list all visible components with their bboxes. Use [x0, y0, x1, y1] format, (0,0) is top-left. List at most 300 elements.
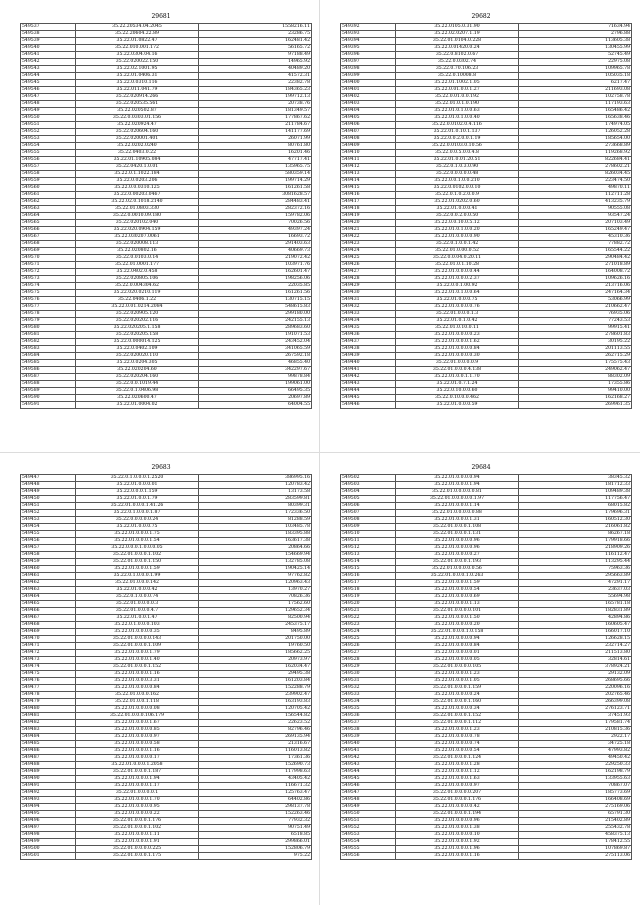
table-row	[21, 297, 312, 304]
record-id-cell: 549476	[21, 678, 76, 685]
amount-cell: 216061.82	[519, 524, 632, 531]
amount-cell: 77932.32	[199, 818, 312, 825]
amount-cell: 29495.38	[199, 671, 312, 678]
record-id-cell: 549538	[341, 727, 396, 734]
amount-cell: 141177.69	[199, 129, 312, 136]
record-id-cell: 549488	[21, 762, 76, 769]
record-id-cell: 549518	[341, 587, 396, 594]
code-cell: 35.22.01.0.0.0.75	[76, 524, 199, 531]
amount-cell: 132785.08	[199, 559, 312, 566]
record-id-cell: 549449	[21, 489, 76, 496]
amount-cell: 2922.17	[519, 734, 632, 741]
record-id-cell: 549534	[341, 699, 396, 706]
table-row	[341, 143, 632, 150]
code-cell: 35.22.0.0.04.0.20.11	[396, 255, 519, 262]
table-row	[341, 720, 632, 727]
table-row	[21, 538, 312, 545]
record-id-cell: 549475	[21, 671, 76, 678]
table-row	[341, 517, 632, 524]
code-cell: 35.22.01.0.0.0.1.31	[396, 517, 519, 524]
amount-cell: 299180.00	[199, 311, 312, 318]
table-row	[341, 706, 632, 713]
amount-cell: 40669.73	[199, 248, 312, 255]
quadrant-title: 29681	[151, 13, 171, 20]
code-cell: 35.22.01.0.0.0.0.105	[396, 664, 519, 671]
code-cell: 35.22.01.0.0.0.1.131	[396, 531, 519, 538]
record-id-cell: 549578	[21, 311, 76, 318]
record-id-cell: 549527	[341, 650, 396, 657]
code-cell: 35.22.01.0.0.0.0.42	[396, 804, 519, 811]
table-row	[341, 804, 632, 811]
table-row	[21, 367, 312, 374]
table-row	[21, 825, 312, 832]
code-cell: 35.22.020001.401	[76, 136, 199, 143]
amount-cell: 77882.72	[519, 241, 632, 248]
amount-cell: 284483.41	[199, 199, 312, 206]
table-row	[341, 531, 632, 538]
code-cell: 35.22.0.01.0.0.1.27	[396, 87, 519, 94]
amount-cell: 66495.35	[199, 388, 312, 395]
table-row	[21, 720, 312, 727]
quadrant-top-right	[340, 13, 630, 409]
code-cell: 35.22.01.0.1.0.0.64	[396, 290, 519, 297]
code-cell: 35.22.01.0.0.0.142	[76, 580, 199, 587]
record-id-cell: 549446	[341, 402, 396, 409]
table-row	[341, 332, 632, 339]
amount-cell: 162168.27	[519, 395, 632, 402]
code-cell: 35.22.01.0.0.0.0.84	[396, 346, 519, 353]
table-row	[341, 594, 632, 601]
table-row	[341, 353, 632, 360]
record-id-cell: 549556	[341, 853, 396, 860]
table-row	[341, 797, 632, 804]
amount-cell: 198256.06	[199, 276, 312, 283]
code-cell: 35.22.01.0.0.1.1.70	[396, 374, 519, 381]
amount-cell: 103485.78	[199, 524, 312, 531]
amount-cell: 56165.72	[199, 45, 312, 52]
amount-cell: 82796.46	[199, 727, 312, 734]
code-cell: 35.22.020102.040	[76, 220, 199, 227]
amount-cell: 120705.42	[199, 706, 312, 713]
code-cell: 35.22.01.0.0.1.47	[76, 615, 199, 622]
amount-cell: 105035.18	[519, 73, 632, 80]
table-row	[21, 136, 312, 143]
record-id-cell: 549537	[341, 720, 396, 727]
code-cell: 35.22.0.00203.0467	[76, 192, 199, 199]
amount-cell: 19760.50	[199, 643, 312, 650]
amount-cell: 239902.47	[199, 692, 312, 699]
code-cell: 35.22.01.0.01.20.51	[396, 157, 519, 164]
amount-cell: 201113.55	[519, 346, 632, 353]
code-cell: 35.22.01.0.0.0.162	[76, 692, 199, 699]
amount-cell: 165486.42	[519, 108, 632, 115]
code-cell: 35.22.01.0.0.0.0.94	[396, 475, 519, 482]
code-cell: 35.22.01.0.0.0.1.0.263	[396, 573, 519, 580]
code-cell: 35.22.01.0803.330	[76, 206, 199, 213]
amount-cell: 154669.94	[199, 552, 312, 559]
amount-cell: 133955.63	[519, 776, 632, 783]
amount-cell: 116671.32	[199, 783, 312, 790]
code-cell: 35.22.0.10.0.0.60	[396, 388, 519, 395]
record-id-cell: 549406	[341, 122, 396, 129]
amount-cell: 162481.42	[199, 38, 312, 45]
table-row	[21, 227, 312, 234]
code-cell: 35.22.01.0.0.0.0.22	[76, 811, 199, 818]
table-row	[341, 80, 632, 87]
table-row	[21, 374, 312, 381]
table-row	[21, 783, 312, 790]
amount-cell: 70026.56	[199, 220, 312, 227]
table-row	[21, 846, 312, 853]
table-row	[21, 311, 312, 318]
record-id-cell: 549495	[21, 811, 76, 818]
record-id-cell: 549586	[21, 367, 76, 374]
code-cell: 35.22.01.0.0.0.0.84	[76, 685, 199, 692]
record-id-cell: 549420	[341, 220, 396, 227]
table-row	[341, 24, 632, 31]
record-id-cell: 549526	[341, 643, 396, 650]
table-row	[21, 353, 312, 360]
table-row	[21, 629, 312, 636]
code-cell: 35.22.01.0.0.0.1.150	[76, 559, 199, 566]
table-row	[21, 748, 312, 755]
table-row	[21, 510, 312, 517]
amount-cell: 242155.13	[199, 318, 312, 325]
amount-cell: 47291.17	[519, 580, 632, 587]
code-cell: 35.22.01.10905.084	[76, 157, 199, 164]
table-row	[21, 164, 312, 171]
record-id-cell: 549528	[341, 657, 396, 664]
amount-cell: 175575.43	[519, 360, 632, 367]
table-row	[341, 87, 632, 94]
code-cell: 35.22.01.0.0.0.0.69	[396, 594, 519, 601]
table-row	[21, 839, 312, 846]
amount-cell: 185654.00	[519, 136, 632, 143]
code-cell: 35.22.0.10.0.0.462	[396, 395, 519, 402]
amount-cell: 45310.36	[519, 234, 632, 241]
table-row	[341, 45, 632, 52]
table-row	[341, 122, 632, 129]
amount-cell: 211513.80	[519, 650, 632, 657]
table-row	[341, 297, 632, 304]
record-id-cell: 549460	[21, 566, 76, 573]
quadrant-top-left	[20, 13, 310, 409]
code-cell: 35.22.01.0.1.0.42	[396, 318, 519, 325]
code-cell: 35.22.0202.0240	[76, 143, 199, 150]
record-id-cell: 549576	[21, 297, 76, 304]
table-row	[341, 262, 632, 269]
record-id-cell: 549447	[21, 475, 76, 482]
record-id-cell: 549567	[21, 234, 76, 241]
code-cell: 35.22.01.0.0.0.41	[396, 206, 519, 213]
code-cell: 35.22.01.0.0.0.0.78	[396, 734, 519, 741]
code-cell: 35.22.02.0207.1.19	[396, 31, 519, 38]
table-row	[21, 762, 312, 769]
amount-cell: 290484.42	[519, 255, 632, 262]
quadrant-title: 29683	[151, 464, 171, 471]
code-cell: 35.22.0.004304.62	[76, 283, 199, 290]
code-cell: 35.22.01.0.0.0.0.34	[396, 706, 519, 713]
code-cell: 35.22.01.0.0.0.75	[396, 297, 519, 304]
record-id-cell: 549531	[341, 678, 396, 685]
code-cell: 35.22.01.0.0.0.1.23	[396, 671, 519, 678]
record-id-cell: 549551	[21, 122, 76, 129]
table-row	[341, 199, 632, 206]
table-row	[341, 601, 632, 608]
table-row	[341, 374, 632, 381]
record-id-cell: 549554	[341, 839, 396, 846]
record-id-cell: 549409	[341, 143, 396, 150]
code-cell: 35.22.0.0103.0.10.56	[396, 143, 519, 150]
table-row	[341, 608, 632, 615]
record-id-cell: 549560	[21, 185, 76, 192]
code-cell: 35.22.01.0.0.0.0.94	[396, 636, 519, 643]
record-id-cell: 549506	[341, 503, 396, 510]
code-cell: 35.22.01.0.0.0.0.9	[396, 360, 519, 367]
record-id-cell: 549499	[21, 839, 76, 846]
record-id-cell: 549547	[21, 94, 76, 101]
record-id-cell: 549444	[341, 388, 396, 395]
record-id-cell: 549439	[341, 353, 396, 360]
table-row	[341, 811, 632, 818]
code-cell: 35.22.0.0402.109	[76, 346, 199, 353]
code-cell: 35.22.01.0.0.0.1.193	[396, 559, 519, 566]
record-id-cell: 549512	[341, 545, 396, 552]
record-id-cell: 549480	[21, 706, 76, 713]
table-row	[341, 755, 632, 762]
code-cell: 35.22.0.0.0310.125	[76, 185, 199, 192]
code-cell: 35.22.01.0.0.0.1.11	[76, 832, 199, 839]
record-id-cell: 549494	[21, 804, 76, 811]
table-row	[341, 171, 632, 178]
table-row	[21, 671, 312, 678]
record-id-cell: 549590	[21, 395, 76, 402]
amount-cell: 68015.82	[519, 503, 632, 510]
table-row	[21, 339, 312, 346]
amount-cell: 182831.89	[519, 608, 632, 615]
record-id-cell: 549392	[341, 24, 396, 31]
table-row	[21, 325, 312, 332]
amount-cell: 210815.36	[519, 727, 632, 734]
table-row	[341, 192, 632, 199]
amount-cell: 156544.82	[199, 713, 312, 720]
amount-cell: 207103.49	[519, 220, 632, 227]
amount-cell: 273668.89	[519, 143, 632, 150]
amount-cell: 125763.47	[199, 790, 312, 797]
code-cell: 35.22.011.041.79	[76, 87, 199, 94]
table-row	[341, 741, 632, 748]
record-id-cell: 549403	[341, 101, 396, 108]
record-id-cell: 549583	[21, 346, 76, 353]
table-row	[21, 276, 312, 283]
table-row	[341, 157, 632, 164]
table-row	[341, 489, 632, 496]
amount-cell: 20738.76	[199, 101, 312, 108]
amount-cell: 117998.63	[199, 769, 312, 776]
code-cell: 35.22.0.01.0.0.192	[396, 94, 519, 101]
record-id-cell: 549555	[341, 846, 396, 853]
quadrant-bottom-left	[20, 464, 310, 860]
amount-cell: 269135.94	[199, 734, 312, 741]
table-row	[341, 185, 632, 192]
amount-cell: 276123.71	[519, 706, 632, 713]
record-id-cell: 549426	[341, 262, 396, 269]
table-row	[341, 241, 632, 248]
record-id-cell: 549419	[341, 213, 396, 220]
record-id-cell: 549407	[341, 129, 396, 136]
table-row	[21, 402, 312, 409]
record-id-cell: 549441	[341, 367, 396, 374]
table-row	[341, 580, 632, 587]
amount-cell: 107869.87	[519, 846, 632, 853]
code-cell: 35.22.01.0.0.0.1.63	[396, 776, 519, 783]
amount-cell: 13173.58	[199, 489, 312, 496]
record-id-cell: 549473	[21, 657, 76, 664]
table-row	[341, 524, 632, 531]
table-row	[341, 255, 632, 262]
table-row	[21, 192, 312, 199]
code-cell: 35.22.01.0.0.0.01	[76, 482, 199, 489]
code-cell: 35.22.01.0.10.1.137	[396, 129, 519, 136]
amount-cell: 97762.82	[199, 573, 312, 580]
table-row	[21, 129, 312, 136]
code-cell: 35.22.0304.04.16	[76, 52, 199, 59]
record-id-cell: 549581	[21, 332, 76, 339]
record-id-cell: 549422	[341, 234, 396, 241]
table-row	[341, 475, 632, 482]
table-row	[341, 853, 632, 860]
amount-cell: 162198.79	[519, 769, 632, 776]
record-id-cell: 549550	[21, 115, 76, 122]
table-row	[21, 255, 312, 262]
table-row	[21, 332, 312, 339]
table-row	[21, 769, 312, 776]
record-id-cell: 549541	[21, 52, 76, 59]
record-id-cell: 549538	[21, 31, 76, 38]
code-cell: 35.22.01.0.0.0.1.75	[76, 531, 199, 538]
amount-cell: 199712.13	[199, 94, 312, 101]
amount-cell: 378924.21	[519, 664, 632, 671]
record-id-cell: 549430	[341, 290, 396, 297]
amount-cell: 271018.89	[519, 262, 632, 269]
record-id-cell: 549574	[21, 283, 76, 290]
data-table	[340, 23, 632, 409]
table-row	[21, 171, 312, 178]
amount-cell: 47717.41	[199, 157, 312, 164]
table-row	[21, 573, 312, 580]
table-row	[21, 804, 312, 811]
code-cell: 35.22.0.0302.74	[396, 59, 519, 66]
record-id-cell: 549436	[341, 332, 396, 339]
record-id-cell: 549536	[341, 713, 396, 720]
code-cell: 35.22.010.001.172	[76, 45, 199, 52]
code-cell: 35.22.01.0.0.0.1.05	[396, 678, 519, 685]
table-row	[21, 650, 312, 657]
amount-cell: 16693.72	[199, 234, 312, 241]
horizontal-page-divider	[0, 452, 640, 453]
table-row	[341, 206, 632, 213]
amount-cell: 126628.15	[519, 636, 632, 643]
amount-cell: 232714.27	[519, 643, 632, 650]
table-row	[341, 825, 632, 832]
code-cell: 35.22.01.0822.47	[76, 38, 199, 45]
table-row	[21, 776, 312, 783]
table-row	[21, 143, 312, 150]
amount-cell: 159782.06	[199, 213, 312, 220]
table-row	[21, 115, 312, 122]
amount-cell: 70826.36	[199, 594, 312, 601]
record-id-cell: 549481	[21, 713, 76, 720]
code-cell: 35.22.01.0.0.0.0.0.56	[396, 566, 519, 573]
code-cell: 35.22.01.0.0.0.1.67	[76, 720, 199, 727]
code-cell: 35.22.0.1.0.0.1.42	[396, 241, 519, 248]
amount-cell: 130715.15	[199, 297, 312, 304]
record-id-cell: 549435	[341, 325, 396, 332]
code-cell: 35.22.01.0.0.0.0.225	[76, 846, 199, 853]
record-id-cell: 549443	[341, 381, 396, 388]
table-row	[21, 797, 312, 804]
table-row	[341, 178, 632, 185]
code-cell: 35.22.020905.120	[76, 311, 199, 318]
code-cell: 35.22.0.0.0.1.159	[76, 489, 199, 496]
code-cell: 35.22.0.0010.09.180	[76, 213, 199, 220]
record-id-cell: 549502	[341, 475, 396, 482]
table-row	[21, 94, 312, 101]
table-row	[21, 692, 312, 699]
amount-cell: 23286.75	[199, 31, 312, 38]
record-id-cell: 549553	[341, 832, 396, 839]
amount-cell: 413235.79	[519, 199, 632, 206]
record-id-cell: 549424	[341, 248, 396, 255]
table-row	[341, 101, 632, 108]
amount-cell: 178412.55	[519, 839, 632, 846]
record-id-cell: 549501	[21, 853, 76, 860]
table-row	[21, 755, 312, 762]
code-cell: 35.22.0.1.0.0.0.103	[76, 622, 199, 629]
table-row	[21, 657, 312, 664]
amount-cell: 179581.74	[519, 720, 632, 727]
record-id-cell: 549552	[21, 129, 76, 136]
quadrant-bottom-right	[340, 464, 630, 860]
code-cell: 35.22.01.0.0.0.0.207	[396, 790, 519, 797]
code-cell: 35.22.01.0.00.0.52	[396, 248, 519, 255]
amount-cell: 245375.17	[199, 622, 312, 629]
amount-cell: 76935.06	[519, 311, 632, 318]
record-id-cell: 549408	[341, 136, 396, 143]
amount-cell: 220096.16	[519, 685, 632, 692]
record-id-cell: 549545	[21, 80, 76, 87]
table-row	[21, 811, 312, 818]
record-id-cell: 549484	[21, 734, 76, 741]
record-id-cell: 549461	[21, 573, 76, 580]
code-cell: 35.22.01.0.0.0.1.54	[76, 538, 199, 545]
record-id-cell: 549545	[341, 776, 396, 783]
table-row	[21, 66, 312, 73]
amount-cell: 117756.47	[519, 496, 632, 503]
record-id-cell: 549417	[341, 199, 396, 206]
record-id-cell: 549438	[341, 346, 396, 353]
amount-cell: 21316.67	[199, 741, 312, 748]
code-cell: 35.22.01.0.7.1.24	[396, 381, 519, 388]
record-id-cell: 549455	[21, 531, 76, 538]
table-row	[21, 566, 312, 573]
code-cell: 35.22.01.0.0.0.0.58	[76, 741, 199, 748]
record-id-cell: 549434	[341, 318, 396, 325]
record-id-cell: 549556	[21, 157, 76, 164]
amount-cell: 117193.63	[519, 101, 632, 108]
code-cell: 35.22.0.0.1.00.92	[396, 283, 519, 290]
code-cell: 35.22.0.01420.0.24	[396, 45, 519, 52]
